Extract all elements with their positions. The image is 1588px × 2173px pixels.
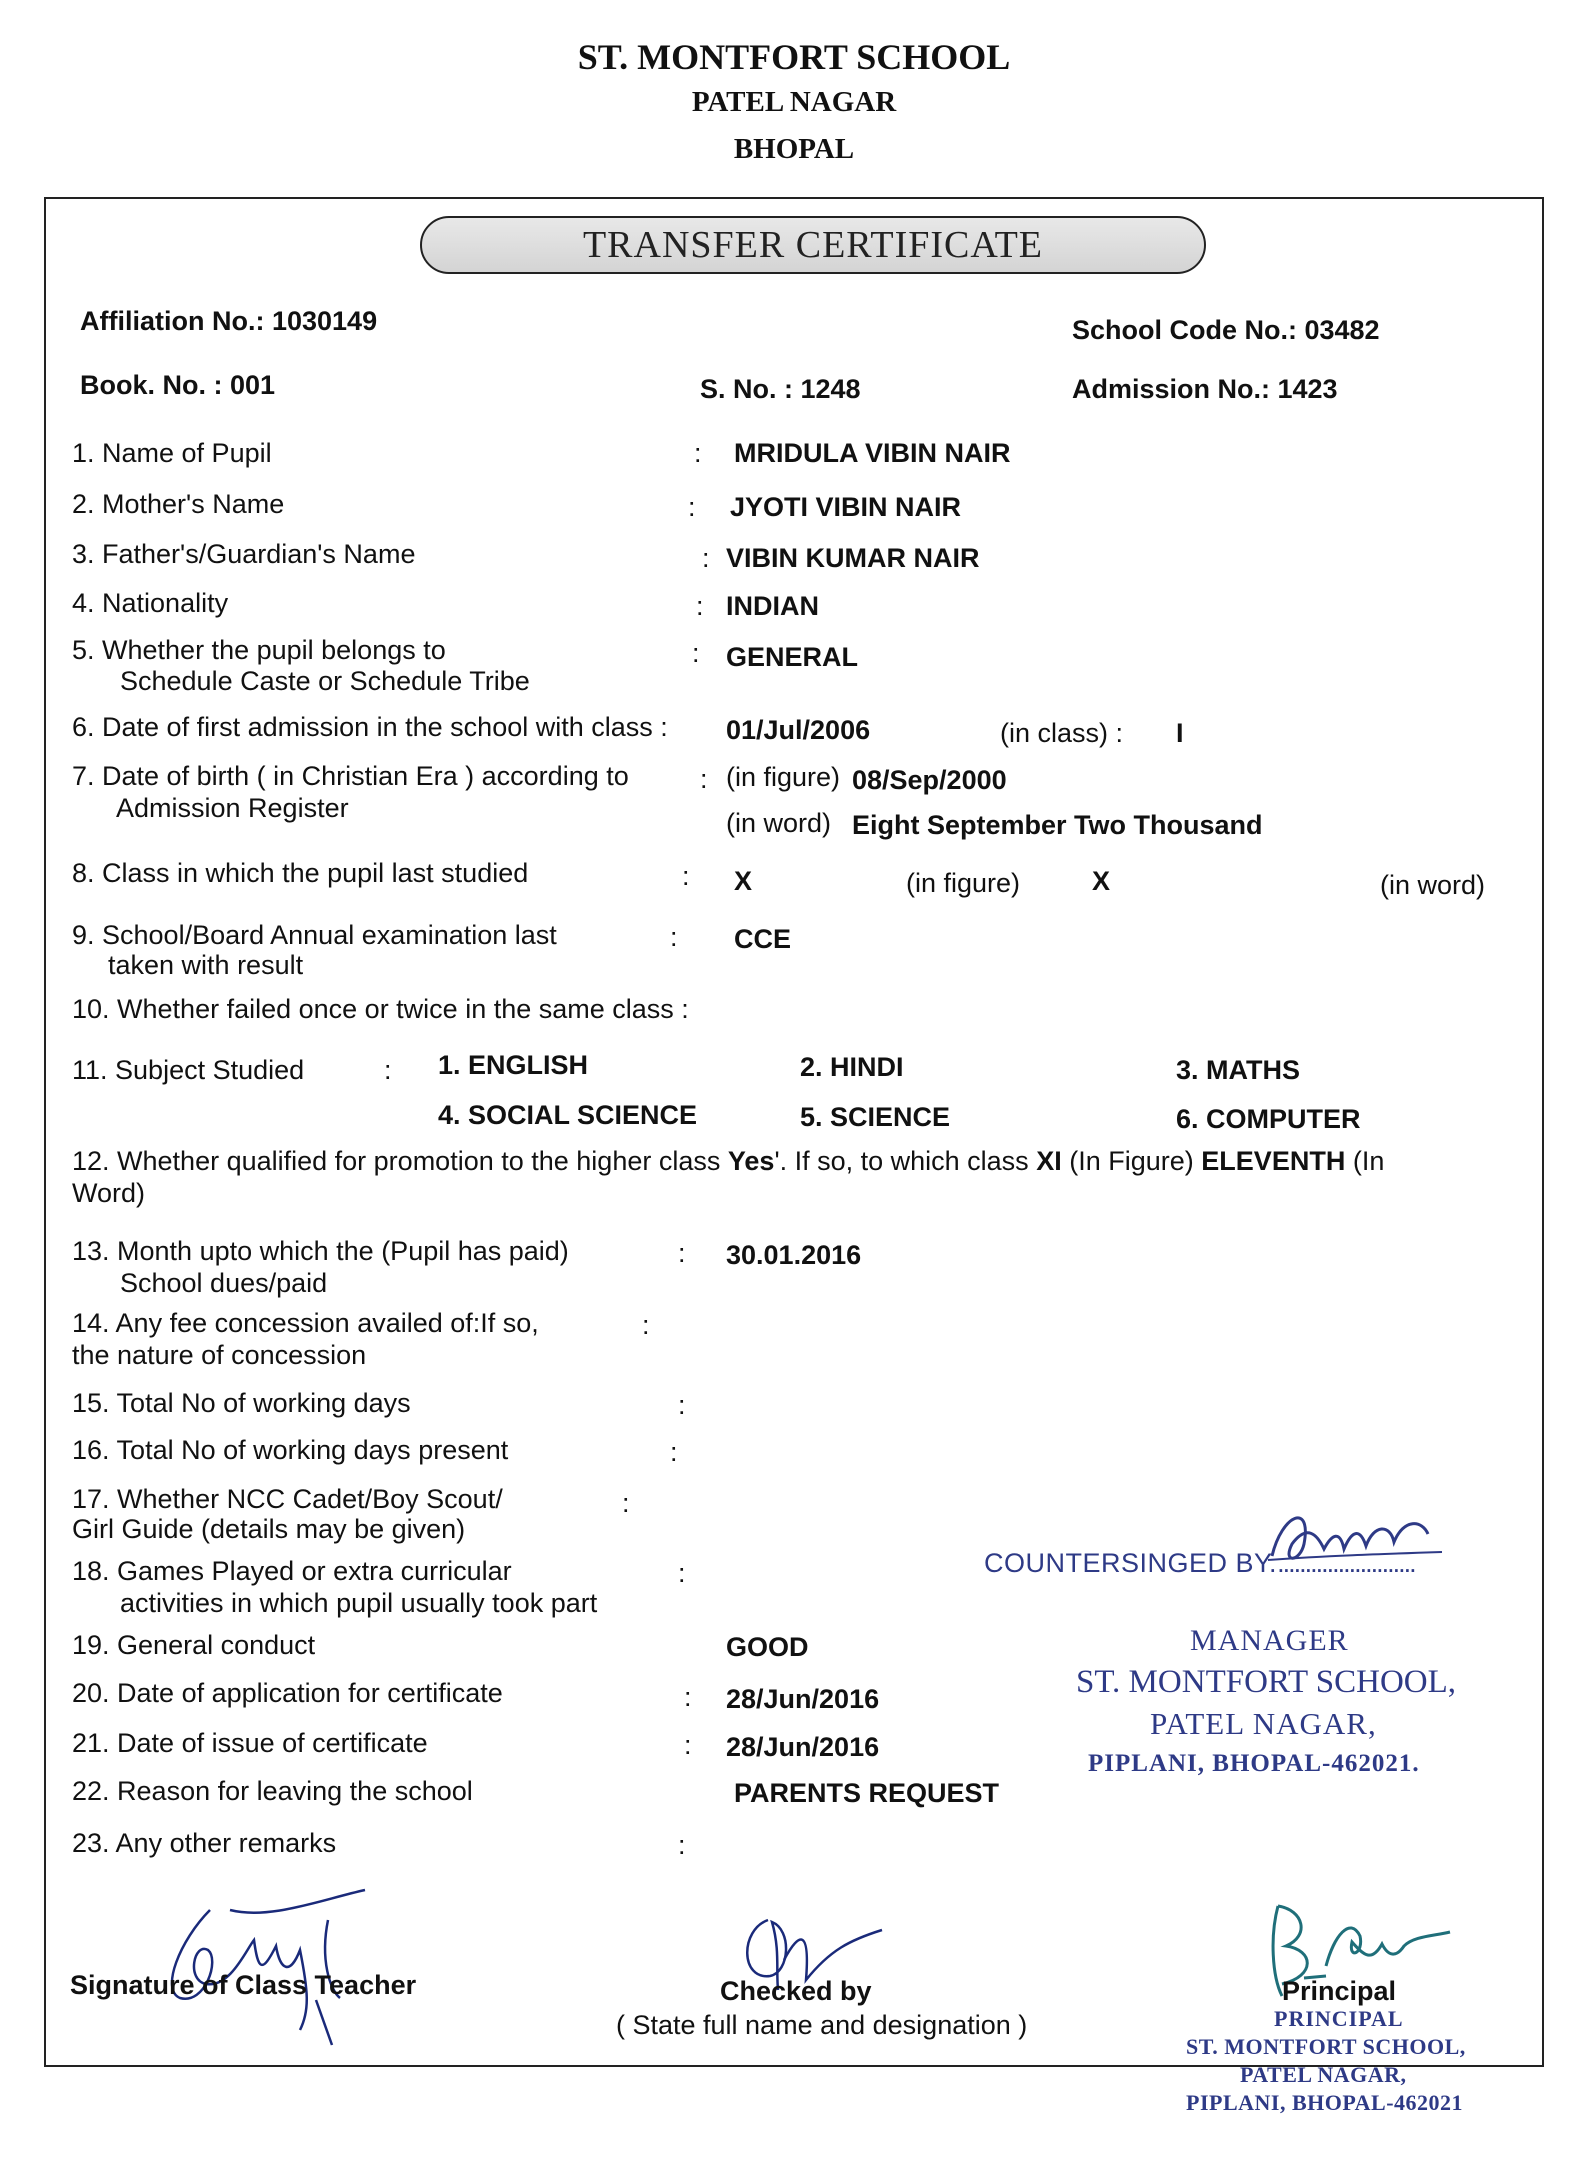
promotion-text-e: Word) <box>72 1178 146 1208</box>
field-label-days-present: 16. Total No of working days present <box>72 1435 509 1465</box>
field-label-mothers-name: 2. Mother's Name <box>72 489 285 519</box>
promotion-text-c: (In Figure) <box>1069 1146 1194 1176</box>
colon: : <box>384 1055 392 1085</box>
checked-by-label: Checked by <box>720 1976 872 2006</box>
field-value-name-of-pupil: MRIDULA VIBIN NAIR <box>734 438 1011 468</box>
colon: : <box>688 492 696 522</box>
field-label-concession-a: 14. Any fee concession availed of:If so, <box>72 1308 539 1338</box>
stamp-principal-city: PIPLANI, BHOPAL-462021 <box>1186 2090 1464 2115</box>
field-label-games-a: 18. Games Played or extra curricular <box>72 1556 512 1586</box>
countersigned-label: COUNTERSINGED BY.......................... <box>984 1548 1415 1578</box>
colon: : <box>642 1310 650 1340</box>
admission-no: Admission No.: 1423 <box>1072 374 1338 404</box>
field-label-ncc-a: 17. Whether NCC Cadet/Boy Scout/ <box>72 1484 503 1514</box>
colon: : <box>696 591 704 621</box>
stamp-manager-area: PATEL NAGAR, <box>1150 1706 1377 1741</box>
field-value-in-class: I <box>1176 718 1184 748</box>
field-label-last-class-figure: (in figure) <box>906 868 1021 898</box>
field-label-in-class: (in class) : <box>1000 718 1124 748</box>
subject-item: 4. SOCIAL SCIENCE <box>438 1100 698 1130</box>
field-label-dob-word: (in word) <box>726 808 832 838</box>
colon: : <box>694 438 702 468</box>
field-label-last-class-word: (in word) <box>1380 870 1486 900</box>
field-label-conduct: 19. General conduct <box>72 1630 316 1660</box>
field-value-nationality: INDIAN <box>726 591 819 621</box>
stamp-manager: MANAGER <box>1190 1624 1349 1657</box>
school-city: BHOPAL <box>733 133 855 165</box>
certificate-title: TRANSFER CERTIFICATE <box>582 224 1044 266</box>
class-teacher-signature-label: Signature of Class Teacher <box>70 1970 417 2000</box>
serial-no: S. No. : 1248 <box>700 374 861 404</box>
colon: : <box>684 1730 692 1760</box>
colon: : <box>692 638 700 668</box>
school-area: PATEL NAGAR <box>691 86 897 118</box>
field-label-promotion <box>72 1146 1384 1177</box>
field-label-dob-figure: (in figure) <box>726 762 841 792</box>
field-label-dues-b: School dues/paid <box>120 1268 328 1298</box>
field-label-working-days: 15. Total No of working days <box>72 1388 411 1418</box>
field-label-exam-a: 9. School/Board Annual examination last <box>72 920 557 950</box>
promotion-text-b: '. If so, to which class <box>774 1146 1029 1176</box>
field-label-caste-b: Schedule Caste or Schedule Tribe <box>120 666 530 696</box>
field-label-caste-a: 5. Whether the pupil belongs to <box>72 635 446 665</box>
subject-item: 5. SCIENCE <box>800 1102 951 1132</box>
colon: : <box>678 1558 686 1588</box>
affiliation-no: Affiliation No.: 1030149 <box>80 306 378 336</box>
colon: : <box>670 922 678 952</box>
field-value-issue-date: 28/Jun/2016 <box>726 1732 880 1762</box>
field-label-concession-b: the nature of concession <box>72 1340 367 1370</box>
field-label-dob-b: Admission Register <box>116 793 349 823</box>
field-value-exam: CCE <box>734 924 792 954</box>
field-label-subjects: 11. Subject Studied <box>72 1055 305 1085</box>
colon: : <box>700 764 708 794</box>
colon: : <box>678 1390 686 1420</box>
field-label-exam-b: taken with result <box>108 950 304 980</box>
field-label-dues-a: 13. Month upto which the (Pupil has paid) <box>72 1236 569 1266</box>
field-value-caste: GENERAL <box>726 642 859 672</box>
field-value-conduct: GOOD <box>726 1632 809 1662</box>
subject-item: 6. COMPUTER <box>1176 1104 1361 1134</box>
field-label-name-of-pupil: 1. Name of Pupil <box>72 438 272 468</box>
subject-item: 3. MATHS <box>1176 1055 1301 1085</box>
colon: : <box>682 861 690 891</box>
field-label-last-class: 8. Class in which the pupil last studied <box>72 858 529 888</box>
field-value-first-admission: 01/Jul/2006 <box>726 715 871 745</box>
promotion-text-a: 12. Whether qualified for promotion to the higher class <box>72 1146 721 1176</box>
field-label-issue-date: 21. Date of issue of certificate <box>72 1728 428 1758</box>
field-label-games-b: activities in which pupil usually took part <box>120 1588 598 1618</box>
field-value-leaving-reason: PARENTS REQUEST <box>734 1778 1000 1808</box>
field-label-failed: 10. Whether failed once or twice in the same class : <box>72 994 689 1024</box>
field-label-fathers-name: 3. Father's/Guardian's Name <box>72 539 416 569</box>
colon: : <box>702 543 710 573</box>
field-label-nationality: 4. Nationality <box>72 588 229 618</box>
book-no: Book. No. : 001 <box>80 370 276 400</box>
field-label-dob-a: 7. Date of birth ( in Christian Era ) according to <box>72 761 629 791</box>
field-value-fathers-name: VIBIN KUMAR NAIR <box>726 543 980 573</box>
subject-item: 1. ENGLISH <box>438 1050 589 1080</box>
field-value-last-class-word: X <box>1092 866 1111 896</box>
school-name: ST. MONTFORT SCHOOL <box>577 37 1011 77</box>
field-label-remarks: 23. Any other remarks <box>72 1828 337 1858</box>
colon: : <box>670 1437 678 1467</box>
field-value-dues: 30.01.2016 <box>726 1240 862 1270</box>
colon: : <box>678 1238 686 1268</box>
colon: : <box>678 1830 686 1860</box>
field-value-last-class-figure: X <box>734 866 753 896</box>
stamp-manager-city: PIPLANI, BHOPAL-462021. <box>1088 1750 1420 1777</box>
principal-signature-label: Principal <box>1282 1976 1397 2006</box>
promotion-yes: Yes <box>727 1146 775 1176</box>
promotion-word: ELEVENTH <box>1201 1146 1346 1176</box>
promotion-text-d: (In <box>1352 1146 1385 1176</box>
promotion-class: XI <box>1036 1146 1062 1176</box>
field-value-dob-word: Eight September Two Thousand <box>852 810 1263 840</box>
subject-item: 2. HINDI <box>800 1052 904 1082</box>
stamp-manager-school: ST. MONTFORT SCHOOL, <box>1076 1664 1457 1700</box>
field-label-ncc-b: Girl Guide (details may be given) <box>72 1514 466 1544</box>
manager-signature <box>1262 1494 1452 1574</box>
checked-by-note: ( State full name and designation ) <box>616 2010 1028 2040</box>
field-value-application-date: 28/Jun/2016 <box>726 1684 880 1714</box>
field-label-application-date: 20. Date of application for certificate <box>72 1678 503 1708</box>
colon: : <box>622 1488 630 1518</box>
stamp-principal-school: ST. MONTFORT SCHOOL, <box>1186 2034 1466 2059</box>
class-teacher-signature <box>150 1880 380 2050</box>
field-value-mothers-name: JYOTI VIBIN NAIR <box>730 492 962 522</box>
colon: : <box>684 1682 692 1712</box>
field-label-leaving-reason: 22. Reason for leaving the school <box>72 1776 473 1806</box>
school-code-no: School Code No.: 03482 <box>1072 315 1380 345</box>
stamp-principal-area: PATEL NAGAR, <box>1240 2062 1407 2087</box>
field-label-first-admission: 6. Date of first admission in the school with class : <box>72 712 668 742</box>
stamp-principal: PRINCIPAL <box>1274 2006 1404 2031</box>
field-value-dob-figure: 08/Sep/2000 <box>852 765 1007 795</box>
certificate-title-banner <box>420 216 1206 274</box>
